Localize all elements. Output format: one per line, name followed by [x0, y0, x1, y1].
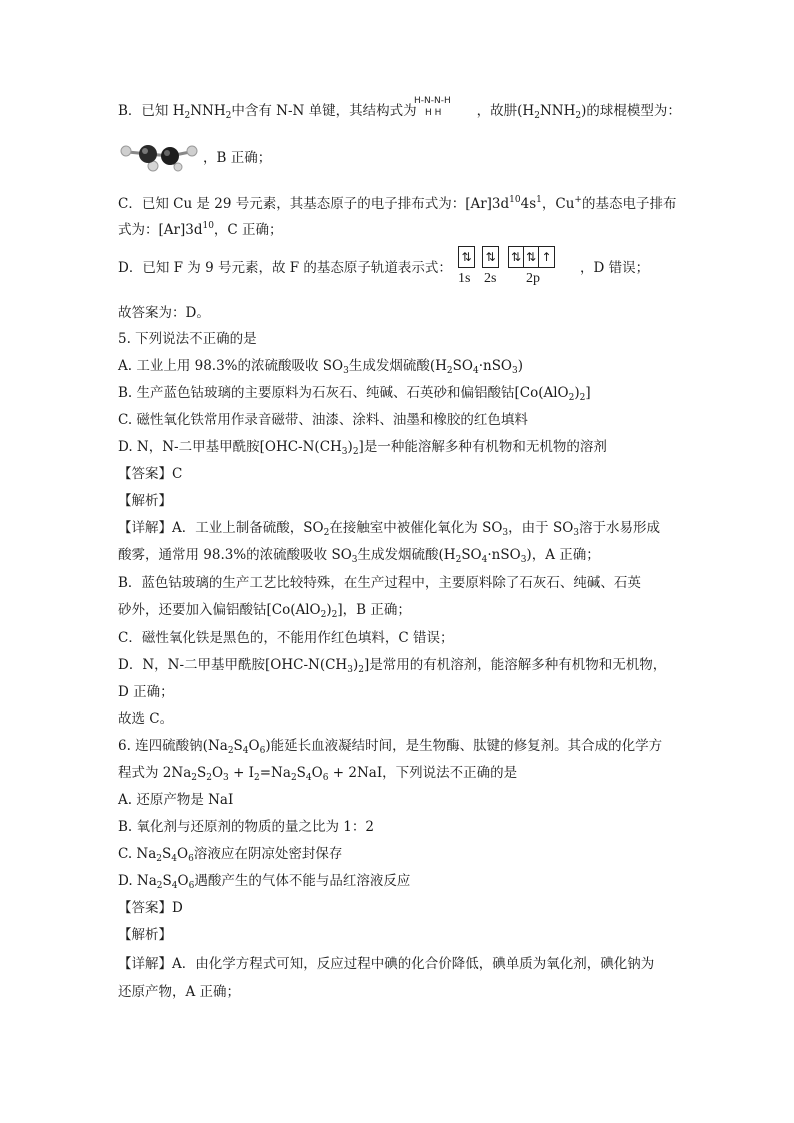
- label-2s: 2s: [484, 271, 497, 286]
- ball-and-stick-model: [118, 140, 203, 172]
- q6-answer: 【答案】D: [118, 900, 183, 916]
- q6-option-c: C. $Na_2S_4O_6$溶液应在阴凉处密封保存: [118, 846, 343, 864]
- q5-option-c: C. 磁性氧化铁常用作录音磁带、油漆、涂料、油墨和橡胶的红色填料: [118, 412, 528, 428]
- option-d-line: D．已知 F 为 9 号元素，故 F 的基态原子轨道表示式：: [118, 260, 452, 276]
- option-d-conclusion: ，D 错误；: [580, 260, 650, 276]
- structural-formula-top: H-N-N-H: [414, 96, 451, 106]
- q5-option-d: D. N，N-二甲基甲酰胺$[OHC-N(CH_3)_2]$是一种能溶解多种有机物和无机物的溶剂: [118, 439, 607, 457]
- q6-explanation-1: 【详解】A．由化学方程式可知，反应过程中碘的化合价降低，碘单质为氧化剂，碘化钠为: [118, 956, 655, 972]
- orbital-diagram: [458, 246, 578, 294]
- q6-stem-2: 程式为 $2Na_2S_2O_3 + I_2=Na_2S_4O_6 + 2NaI$，下列说法不正确的是: [118, 765, 518, 783]
- q5-explanation-1: 【详解】A．工业上制备硫酸，$SO_2$在接触室中被催化氧化为 $SO_3$，由于 $SO_3$溶于水易形成: [118, 520, 660, 538]
- q5-answer: 【答案】C: [118, 466, 183, 482]
- option-c-line1: C．已知 Cu 是 29 号元素，其基态原子的电子排布式为：$[Ar]3d^{10}4s^1$，Cu+的基态电子排布: [118, 195, 677, 212]
- q5-explanation-3: B．蓝色钴玻璃的生产工艺比较特殊，在生产过程中，主要原料除了石灰石、纯碱、石英: [118, 575, 641, 591]
- q6-analysis-heading: 【解析】: [118, 927, 172, 943]
- orbital-1s: ⇅: [458, 246, 475, 268]
- model-conclusion: ，B 正确；: [203, 150, 272, 166]
- q5-option-b: B. 生产蓝色钴玻璃的主要原料为石灰石、纯碱、石英砂和偏铝酸钴$[Co(AlO_2)_2]$: [118, 385, 591, 403]
- orbital-2s: ⇅: [482, 246, 499, 268]
- q5-explanation-4: 砂外，还要加入偏铝酸钴$[Co(AlO_2)_2]$，B 正确；: [118, 602, 411, 620]
- option-b-line: B．已知 $H_2NNH_2$中含有 N-N 单键，其结构式为 ，故肼$(H_2NNH_2)$的球棍模型为：: [118, 103, 681, 121]
- answer-conclusion-q4: 故答案为：D。: [118, 305, 210, 321]
- option-c-line2: 式为：$[Ar]3d^{10}$，C 正确；: [118, 221, 283, 238]
- q5-option-a: A. 工业上用 98.3%的浓硫酸吸收 $SO_3$生成发烟硫酸$(H_2SO_4\cdot nSO_3)$: [118, 358, 524, 376]
- label-2p: 2p: [526, 271, 540, 286]
- q5-explanation-2: 酸雾，通常用 98.3%的浓硫酸吸收 $SO_3$生成发烟硫酸$(H_2SO_4\cdot nSO_3)$，A 正确；: [118, 547, 600, 565]
- hydrazine-structural-formula: [414, 97, 451, 118]
- q5-explanation-6: D．N，N-二甲基甲酰胺$[OHC-N(CH_3)_2]$是常用的有机溶剂，能溶解多种有机物和无机物，: [118, 657, 667, 675]
- orbital-2p: ⇅ ⇅ ↑: [508, 246, 555, 268]
- q5-explanation-5: C．磁性氧化铁是黑色的，不能用作红色填料，C 错误；: [118, 630, 454, 646]
- q5-stem: 5. 下列说法不正确的是: [118, 331, 257, 347]
- q6-explanation-2: 还原产物，A 正确；: [118, 984, 241, 1000]
- q5-conclusion: 故选 C。: [118, 711, 174, 727]
- q5-analysis-heading: 【解析】: [118, 493, 172, 509]
- structural-formula-bottom: H H: [425, 108, 442, 118]
- q5-explanation-7: D 正确；: [118, 684, 174, 700]
- q6-stem-1: 6. 连四硫酸钠$(Na_2S_4O_6)$能延长血液凝结时间，是生物酶、肽键的修复剂。其合成的化学方: [118, 738, 663, 756]
- q6-option-d: D. $Na_2S_4O_6$遇酸产生的气体不能与品红溶液反应: [118, 873, 411, 891]
- q6-option-b: B. 氧化剂与还原剂的物质的量之比为 1：2: [118, 819, 374, 835]
- label-1s: 1s: [458, 271, 471, 286]
- q6-option-a: A. 还原产物是 NaI: [118, 792, 234, 808]
